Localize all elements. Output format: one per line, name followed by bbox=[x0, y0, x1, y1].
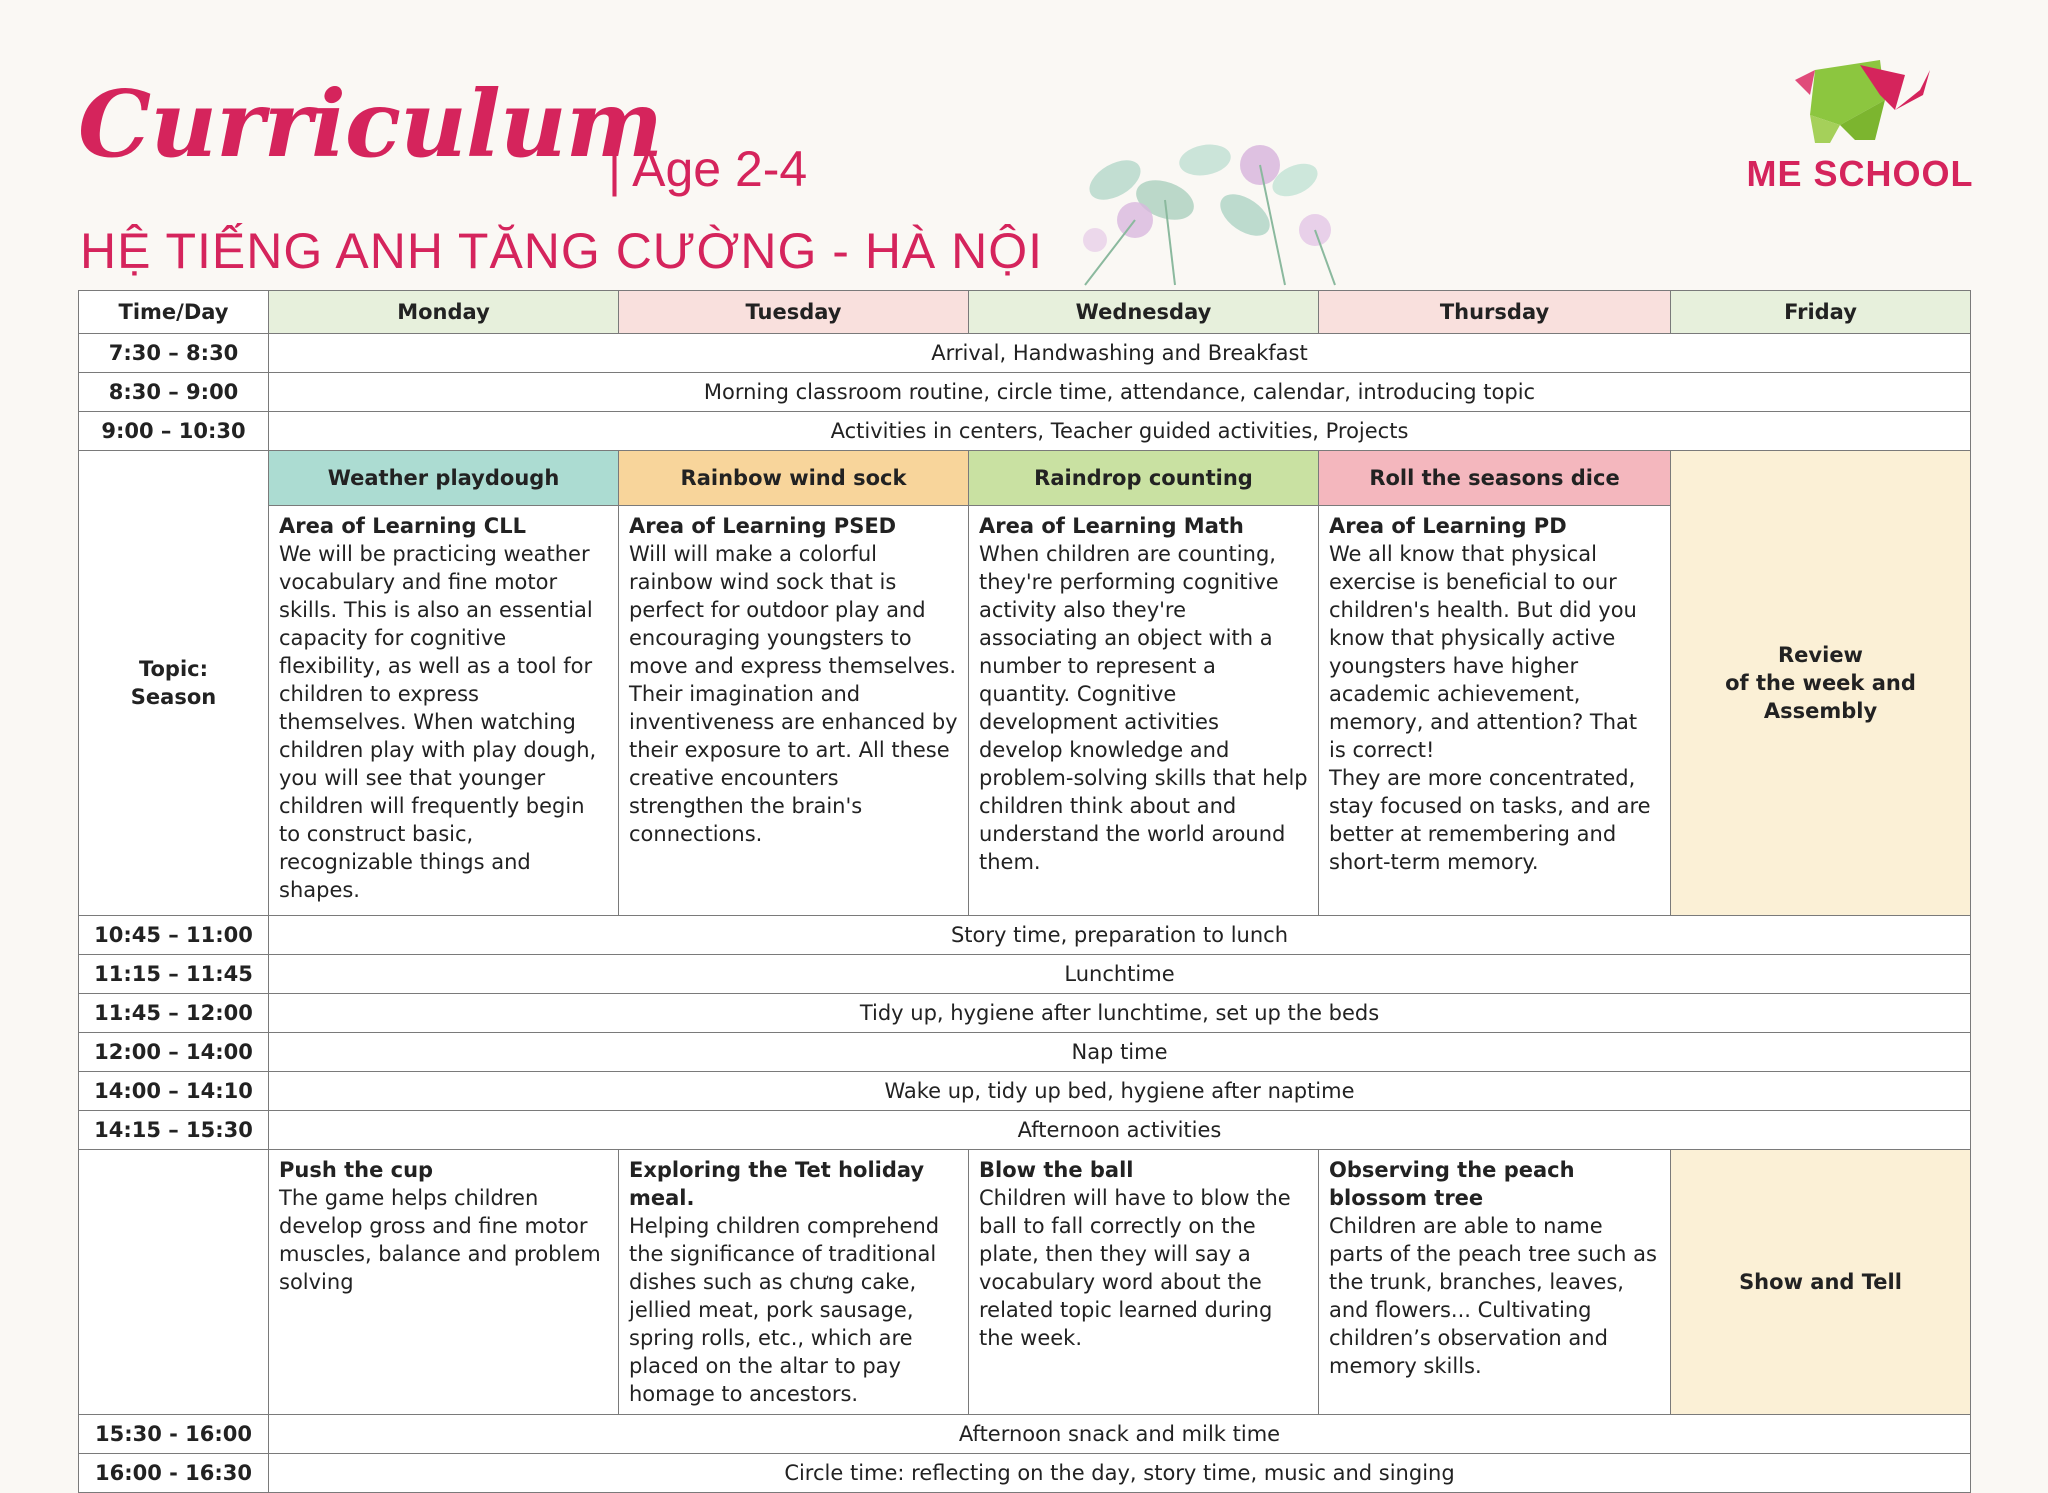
column-header-time: Time/Day bbox=[79, 291, 269, 334]
schedule-table bbox=[78, 290, 1971, 1493]
afternoon-wednesday bbox=[969, 1150, 1319, 1415]
time-cell: 8:30 – 9:00 bbox=[79, 373, 269, 412]
activity-cell: Afternoon activities bbox=[269, 1111, 1971, 1150]
column-header-tuesday: Tuesday bbox=[619, 291, 969, 334]
header-row bbox=[79, 291, 1971, 334]
description-text: We all know that physical exercise is beneficial to our children's health. But did you know that physically active youngsters have higher academic achievement, memory, and attention? That is correct! bbox=[1329, 542, 1638, 762]
program-heading: HỆ TIẾNG ANH TĂNG CƯỜNG - HÀ NỘI bbox=[80, 223, 1044, 279]
time-cell: 7:30 – 8:30 bbox=[79, 334, 269, 373]
activity-description: The game helps children develop gross and fine motor muscles, balance and problem solving bbox=[279, 1186, 601, 1294]
activity-cell: Tidy up, hygiene after lunchtime, set up the beds bbox=[269, 994, 1971, 1033]
description-text: When children are counting, they're performing cognitive activity also they're associating an object with a number to represent a quantity. Cognitive development activities develop knowledge and problem-solving skills that help children think about and understand the world around them. bbox=[979, 542, 1308, 874]
column-header-thursday: Thursday bbox=[1319, 291, 1671, 334]
time-cell: 14:15 – 15:30 bbox=[79, 1111, 269, 1150]
time-cell: 14:00 – 14:10 bbox=[79, 1072, 269, 1111]
afternoon-tuesday bbox=[619, 1150, 969, 1415]
empty-time-cell bbox=[79, 1150, 269, 1415]
area-of-learning: Area of Learning CLL bbox=[279, 514, 526, 538]
activity-title: Observing the peach blossom tree bbox=[1329, 1158, 1575, 1210]
afternoon-thursday bbox=[1319, 1150, 1671, 1415]
activity-cell: Nap time bbox=[269, 1033, 1971, 1072]
table-row bbox=[79, 1033, 1971, 1072]
description-text: We will be practicing weather vocabulary and fine motor skills. This is also an essential capacity for cognitive flexibility, as well as a tool for children to express themselves. When watching children play with play dough, you will see that younger children will frequently begin to construct basic, recognizable things and shapes. bbox=[279, 542, 597, 902]
elephant-icon bbox=[1785, 55, 1935, 145]
logo-text: ME SCHOOL bbox=[1746, 153, 1974, 194]
activity-cell: Arrival, Handwashing and Breakfast bbox=[269, 334, 1971, 373]
table-row bbox=[79, 334, 1971, 373]
table-row bbox=[79, 1454, 1971, 1493]
afternoon-monday bbox=[269, 1150, 619, 1415]
activity-title-monday: Weather playdough bbox=[269, 451, 619, 506]
activity-description: Helping children comprehend the significance of traditional dishes such as chưng cake, jellied meat, pork sausage, spring rolls, etc., which are placed on the altar to pay homage to ancestors. bbox=[629, 1214, 940, 1406]
description-wednesday bbox=[969, 506, 1319, 916]
activity-cell: Activities in centers, Teacher guided activities, Projects bbox=[269, 412, 1971, 451]
activity-cell: Afternoon snack and milk time bbox=[269, 1415, 1971, 1454]
activity-cell: Lunchtime bbox=[269, 955, 1971, 994]
activity-cell: Circle time: reflecting on the day, story time, music and singing bbox=[269, 1454, 1971, 1493]
column-header-wednesday: Wednesday bbox=[969, 291, 1319, 334]
time-cell: 11:15 – 11:45 bbox=[79, 955, 269, 994]
activity-title: Push the cup bbox=[279, 1158, 434, 1182]
table-row bbox=[79, 1111, 1971, 1150]
activity-cell: Wake up, tidy up bed, hygiene after naptime bbox=[269, 1072, 1971, 1111]
time-cell: 11:45 – 12:00 bbox=[79, 994, 269, 1033]
friday-show-and-tell: Show and Tell bbox=[1671, 1150, 1971, 1415]
column-header-monday: Monday bbox=[269, 291, 619, 334]
activity-title-wednesday: Raindrop counting bbox=[969, 451, 1319, 506]
area-of-learning: Area of Learning PSED bbox=[629, 514, 897, 538]
topic-activity-row bbox=[79, 451, 1971, 506]
time-cell: 9:00 – 10:30 bbox=[79, 412, 269, 451]
me-school-logo bbox=[1740, 55, 1980, 195]
table-row bbox=[79, 1072, 1971, 1111]
description-tuesday bbox=[619, 506, 969, 916]
time-cell: 12:00 – 14:00 bbox=[79, 1033, 269, 1072]
table-row bbox=[79, 1415, 1971, 1454]
friday-review: Review of the week and Assembly bbox=[1671, 451, 1971, 916]
activity-cell: Morning classroom routine, circle time, attendance, calendar, introducing topic bbox=[269, 373, 1971, 412]
time-cell: 16:00 - 16:30 bbox=[79, 1454, 269, 1493]
table-row bbox=[79, 994, 1971, 1033]
table-row bbox=[79, 412, 1971, 451]
activity-title-thursday: Roll the seasons dice bbox=[1319, 451, 1671, 506]
time-cell: 10:45 – 11:00 bbox=[79, 916, 269, 955]
floral-decoration bbox=[1055, 120, 1395, 290]
time-cell: 15:30 - 16:00 bbox=[79, 1415, 269, 1454]
activity-description: Children will have to blow the ball to fall correctly on the plate, then they will say a vocabulary word about the related topic learned during the week. bbox=[979, 1186, 1291, 1350]
area-of-learning: Area of Learning Math bbox=[979, 514, 1244, 538]
age-subtitle: | Age 2-4 bbox=[608, 141, 808, 197]
column-header-friday: Friday bbox=[1671, 291, 1971, 334]
description-monday bbox=[269, 506, 619, 916]
description-text-continued: They are more concentrated, stay focused on tasks, and are better at remembering and short-term memory. bbox=[1329, 766, 1651, 874]
table-row bbox=[79, 916, 1971, 955]
activity-title: Exploring the Tet holiday meal. bbox=[629, 1158, 925, 1210]
description-text: Will will make a colorful rainbow wind sock that is perfect for outdoor play and encouraging youngsters to move and express themselves. Their imagination and inventiveness are enhanced by their exposure to art. All these creative encounters strengthen the brain's connections. bbox=[629, 542, 958, 846]
activity-title: Blow the ball bbox=[979, 1158, 1134, 1182]
description-thursday bbox=[1319, 506, 1671, 916]
topic-label: Topic: Season bbox=[79, 451, 269, 916]
afternoon-activities-row bbox=[79, 1150, 1971, 1415]
table-row bbox=[79, 373, 1971, 412]
activity-title-tuesday: Rainbow wind sock bbox=[619, 451, 969, 506]
page-title: Curriculum bbox=[78, 70, 663, 178]
activity-description: Children are able to name parts of the peach tree such as the trunk, branches, leaves, and flowers... Cultivating children’s observation and memory skills. bbox=[1329, 1214, 1657, 1378]
area-of-learning: Area of Learning PD bbox=[1329, 514, 1567, 538]
table-row bbox=[79, 955, 1971, 994]
activity-cell: Story time, preparation to lunch bbox=[269, 916, 1971, 955]
